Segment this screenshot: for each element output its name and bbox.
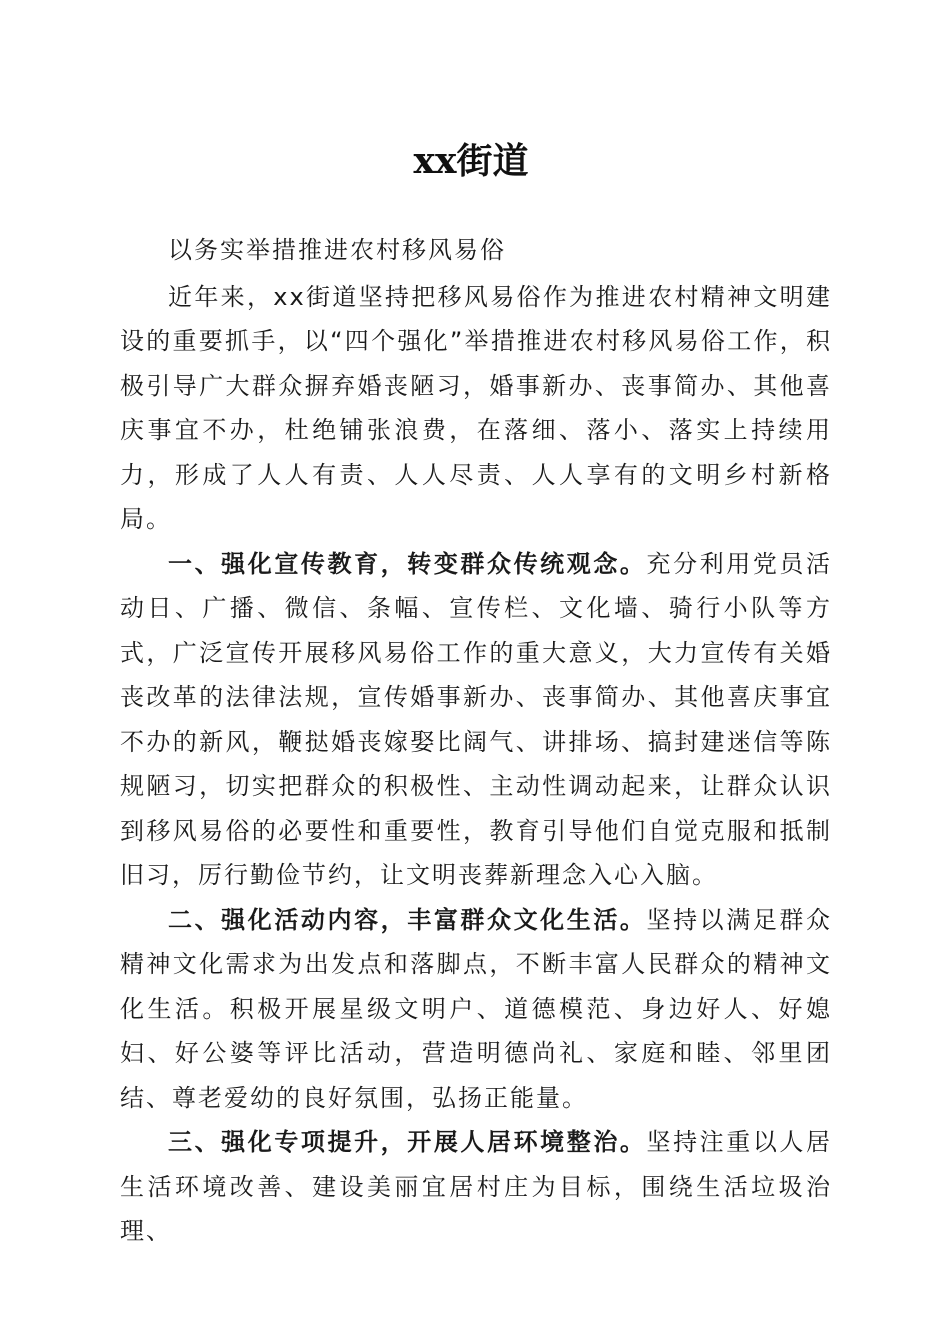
section-text-3: 坚持注重以人居生活环境改善、建设美丽宜居村庄为目标，围绕生活垃圾治理、	[120, 1128, 832, 1245]
document-subtitle: 以务实举措推进农村移风易俗	[168, 236, 506, 264]
section-heading-1: 一、强化宣传教育，转变群众传统观念。	[168, 549, 647, 578]
section-paragraph-3	[120, 1120, 832, 1254]
document-title: xx街道	[413, 140, 529, 182]
section-heading-2: 二、强化活动内容，丰富群众文化生活。	[168, 905, 647, 934]
section-paragraph-2	[120, 898, 832, 1121]
intro-paragraph: 近年来，xx街道坚持把移风易俗作为推进农村精神文明建设的重要抓手，以“四个强化”举措推进农村移风易俗工作，积极引导广大群众摒弃婚丧陋习，婚事新办、丧事简办、其他喜庆事宜不办，杜绝铺张浪费，在落细、落小、落实上持续用力，形成了人人有责、人人尽责、人人享有的文明乡村新格局。	[120, 282, 832, 533]
section-paragraph-1	[120, 542, 832, 898]
section-text-2: 坚持以满足群众精神文化需求为出发点和落脚点，不断丰富人民群众的精神文化生活。积极开展星级文明户、道德模范、身边好人、好媳妇、好公婆等评比活动，营造明德尚礼、家庭和睦、邻里团结、尊老爱幼的良好氛围，弘扬正能量。	[120, 905, 832, 1112]
section-text-1: 充分利用党员活动日、广播、微信、条幅、宣传栏、文化墙、骑行小队等方式，广泛宣传开展移风易俗工作的重大意义，大力宣传有关婚丧改革的法律法规，宣传婚事新办、丧事简办、其他喜庆事宜不办的新风，鞭挞婚丧嫁娶比阔气、讲排场、搞封建迷信等陈规陋习，切实把群众的积极性、主动性调动起来，让群众认识到移风易俗的必要性和重要性，教育引导他们自觉克服和抵制旧习，厉行勤俭节约，让文明丧葬新理念入心入脑。	[120, 549, 832, 889]
document-body	[120, 228, 832, 1254]
section-heading-3: 三、强化专项提升，开展人居环境整治。	[168, 1128, 647, 1156]
